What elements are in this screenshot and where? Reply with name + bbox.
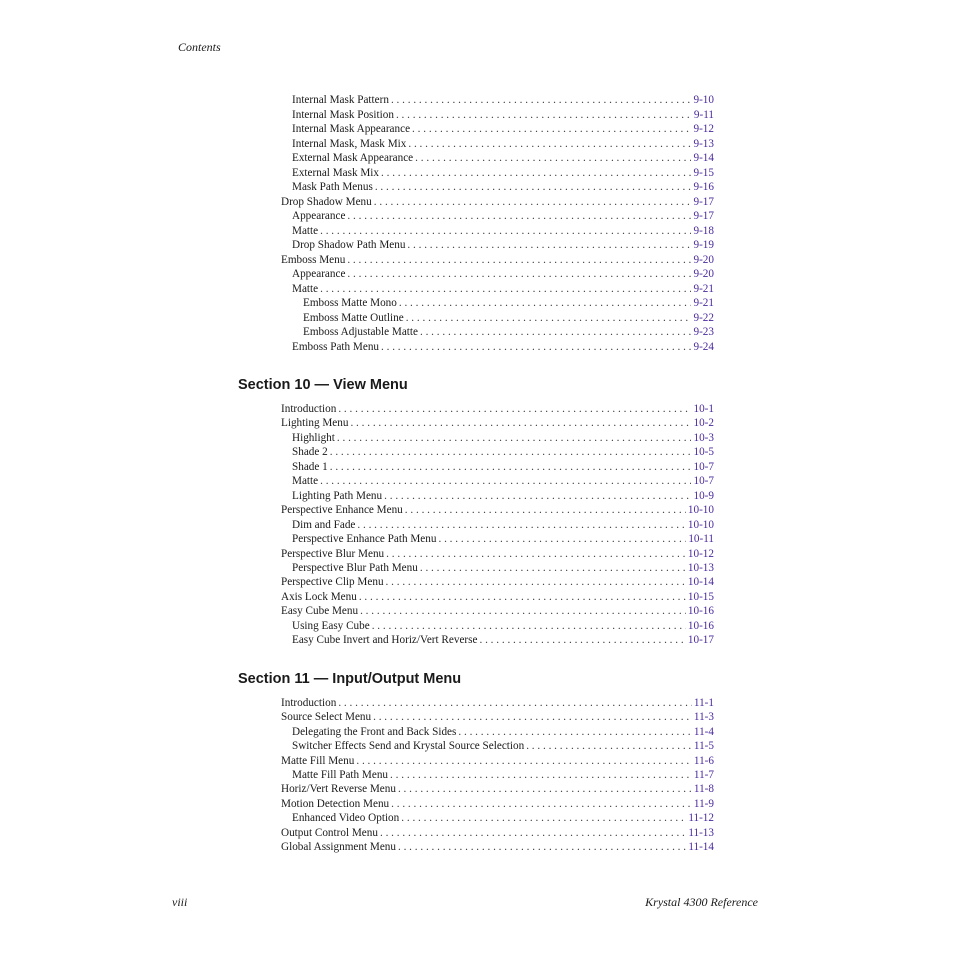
- dot-leader: [338, 402, 691, 416]
- dot-leader: [526, 739, 692, 753]
- dot-leader: [406, 311, 692, 325]
- toc-entry[interactable]: [281, 797, 714, 811]
- toc-entry[interactable]: [292, 561, 714, 575]
- dot-leader: [381, 166, 691, 180]
- toc-entry-title: Enhanced Video Option: [292, 812, 400, 825]
- toc-page-link[interactable]: 10-15: [687, 590, 714, 603]
- toc-entry-title: External Mask Appearance: [292, 152, 414, 164]
- toc-page-link[interactable]: 9-15: [693, 166, 714, 179]
- dot-leader: [399, 296, 692, 310]
- toc-entry[interactable]: [292, 811, 714, 825]
- toc-entry[interactable]: [292, 209, 714, 223]
- toc-entry-title: Shade 1: [292, 460, 328, 473]
- toc-page-link[interactable]: 10-2: [693, 417, 714, 430]
- toc-page-link[interactable]: 10-7: [693, 475, 714, 488]
- dot-leader: [381, 340, 691, 354]
- dot-leader: [386, 547, 686, 561]
- dot-leader: [398, 840, 686, 854]
- dot-leader: [347, 209, 691, 223]
- toc-entry[interactable]: [292, 619, 714, 633]
- toc-page-link[interactable]: 9-11: [693, 108, 714, 121]
- dot-leader: [386, 575, 686, 589]
- toc-page-link[interactable]: 9-10: [693, 94, 714, 106]
- toc-entry-title: Using Easy Cube: [292, 619, 370, 632]
- dot-leader: [338, 696, 692, 710]
- toc-entry[interactable]: [292, 238, 714, 252]
- toc-entry[interactable]: [303, 311, 714, 325]
- toc-entry-title: Easy Cube Menu: [281, 605, 359, 618]
- toc-entry-title: Emboss Matte Outline: [303, 311, 404, 324]
- dot-leader: [350, 416, 691, 430]
- toc-entry-title: Perspective Blur Menu: [281, 547, 385, 560]
- toc-page-link[interactable]: 10-16: [687, 619, 714, 632]
- toc-page-link[interactable]: 10-12: [687, 547, 714, 560]
- toc-page-link[interactable]: 11-9: [693, 797, 714, 810]
- toc-entry[interactable]: [292, 518, 714, 532]
- toc-entry-title: Emboss Matte Mono: [303, 297, 397, 309]
- dot-leader: [391, 797, 692, 811]
- toc-page-link[interactable]: 10-17: [687, 634, 714, 647]
- dot-leader: [391, 93, 692, 107]
- toc-page-link[interactable]: 9-13: [693, 137, 714, 150]
- toc-entry[interactable]: [292, 267, 714, 281]
- toc-entry[interactable]: [292, 340, 714, 354]
- toc-page-link[interactable]: 11-7: [693, 769, 714, 781]
- toc-entry[interactable]: [292, 633, 714, 647]
- toc-entry-title: Perspective Enhance Path Menu: [292, 533, 437, 546]
- toc-entry-title: Lighting Menu: [281, 417, 349, 430]
- toc-entry-title: Perspective Clip Menu: [281, 576, 384, 589]
- toc-page-link[interactable]: 9-17: [693, 195, 714, 208]
- toc-page-link[interactable]: 11-5: [693, 740, 714, 753]
- toc-entry-title: Matte: [292, 475, 319, 488]
- book-title: Krystal 4300 Reference: [645, 895, 758, 909]
- dot-leader: [390, 768, 692, 782]
- toc-page-link[interactable]: 9-24: [693, 340, 714, 353]
- dot-leader: [356, 754, 692, 768]
- toc-entry-title: Lighting Path Menu: [292, 489, 383, 502]
- toc-entry-title: Switcher Effects Send and Krystal Source Selection: [292, 740, 525, 753]
- toc-entry[interactable]: [292, 151, 714, 165]
- toc-entry[interactable]: [292, 224, 714, 238]
- toc-entry[interactable]: [292, 122, 714, 136]
- toc-page-link[interactable]: 11-12: [688, 812, 714, 825]
- dot-leader: [360, 604, 686, 618]
- toc-page-link[interactable]: 9-20: [693, 268, 714, 280]
- toc-entry[interactable]: [292, 93, 714, 107]
- dot-leader: [320, 282, 691, 296]
- running-head: Contents: [178, 40, 221, 54]
- toc-entry[interactable]: [281, 710, 714, 724]
- toc-entry[interactable]: [281, 826, 714, 840]
- toc-entry-title: Output Control Menu: [281, 826, 378, 839]
- toc-page-link[interactable]: 9-21: [693, 297, 714, 309]
- toc-entry-title: Delegating the Front and Back Sides: [292, 725, 457, 738]
- toc-page-link[interactable]: 11-6: [693, 754, 714, 767]
- dot-leader: [337, 431, 692, 445]
- toc-entry[interactable]: [303, 325, 714, 339]
- toc-page-link[interactable]: 9-21: [693, 282, 714, 295]
- dot-leader: [372, 619, 686, 633]
- toc-entry[interactable]: [281, 590, 714, 604]
- dot-leader: [375, 180, 692, 194]
- toc-entry[interactable]: [281, 402, 714, 416]
- toc-page-link[interactable]: 11-4: [693, 725, 714, 738]
- dot-leader: [330, 460, 692, 474]
- dot-leader: [420, 561, 686, 575]
- toc-page-link[interactable]: 10-10: [687, 518, 714, 531]
- toc-page-link[interactable]: 11-8: [693, 783, 714, 796]
- dot-leader: [320, 224, 691, 238]
- toc-page-link[interactable]: 11-3: [693, 711, 714, 724]
- toc-entry-title: Introduction: [281, 697, 337, 709]
- toc-entry[interactable]: [292, 180, 714, 194]
- toc-entry-title: Internal Mask Appearance: [292, 123, 411, 135]
- toc-page-link[interactable]: 9-16: [693, 181, 714, 193]
- toc-entry[interactable]: [281, 604, 714, 618]
- toc-entry-title: Perspective Enhance Menu: [281, 504, 403, 517]
- toc-entry[interactable]: [292, 725, 714, 739]
- dot-leader: [415, 151, 691, 165]
- toc-entry[interactable]: [292, 739, 714, 753]
- dot-leader: [420, 325, 692, 339]
- dot-leader: [347, 253, 691, 267]
- toc-page-link[interactable]: 10-5: [693, 446, 714, 459]
- toc-page-link[interactable]: 10-9: [693, 489, 714, 502]
- toc-page-link[interactable]: 9-20: [693, 253, 714, 266]
- toc-entry[interactable]: [292, 474, 714, 488]
- dot-leader: [384, 489, 691, 503]
- toc-page-link[interactable]: 11-1: [693, 697, 714, 709]
- toc-page-link[interactable]: 9-23: [693, 326, 714, 338]
- dot-leader: [320, 474, 691, 488]
- toc-entry[interactable]: [303, 296, 714, 310]
- toc-entry[interactable]: [292, 166, 714, 180]
- toc-entry[interactable]: [281, 416, 714, 430]
- toc-entry[interactable]: [292, 489, 714, 503]
- toc-page-link[interactable]: 10-3: [693, 431, 714, 444]
- toc-entry-title: Internal Mask Position: [292, 108, 394, 121]
- toc-entry-title: Mask Path Menus: [292, 181, 373, 193]
- toc-page-link[interactable]: 10-7: [693, 460, 714, 473]
- toc-entry-title: Global Assignment Menu: [281, 841, 396, 853]
- toc-entry-title: Emboss Adjustable Matte: [303, 326, 418, 338]
- dot-leader: [374, 195, 692, 209]
- toc-entry-title: Introduction: [281, 403, 337, 415]
- toc-entry[interactable]: [281, 503, 714, 517]
- toc-page-link[interactable]: 10-13: [687, 561, 714, 574]
- toc-entry-title: Source Select Menu: [281, 711, 372, 724]
- toc-page-link[interactable]: 10-16: [687, 605, 714, 618]
- toc-entry[interactable]: [281, 782, 714, 796]
- toc-entry[interactable]: [292, 431, 714, 445]
- toc-entry[interactable]: [281, 195, 714, 209]
- toc-entry[interactable]: [281, 754, 714, 768]
- toc-page-link[interactable]: 9-19: [693, 239, 714, 251]
- toc-entry-title: Matte: [292, 224, 319, 237]
- toc-page-link[interactable]: 10-1: [693, 403, 714, 415]
- toc-entry-title: Appearance: [292, 210, 346, 222]
- toc-entry[interactable]: [292, 532, 714, 546]
- dot-leader: [458, 725, 692, 739]
- toc-page-link[interactable]: 9-17: [693, 210, 714, 222]
- toc-page-link[interactable]: 9-18: [693, 224, 714, 237]
- toc-entry-title: Emboss Menu: [281, 253, 346, 266]
- toc-page-link[interactable]: 10-10: [687, 504, 714, 517]
- toc-entry-title: Matte Fill Menu: [281, 754, 355, 767]
- dot-leader: [396, 108, 692, 122]
- toc-entry-title: Dim and Fade: [292, 518, 356, 531]
- toc-entry[interactable]: [292, 137, 714, 151]
- toc-entry-title: Internal Mask Pattern: [292, 94, 389, 106]
- toc-entry[interactable]: [281, 840, 714, 854]
- dot-leader: [380, 826, 686, 840]
- dot-leader: [479, 633, 685, 647]
- dot-leader: [405, 503, 686, 517]
- toc-entry-title: Emboss Path Menu: [292, 340, 380, 353]
- toc-entry[interactable]: [281, 575, 714, 589]
- toc-entry-title: Easy Cube Invert and Horiz/Vert Reverse: [292, 634, 478, 647]
- dot-leader: [401, 811, 686, 825]
- dot-leader: [330, 445, 692, 459]
- toc-entry-title: Perspective Blur Path Menu: [292, 561, 418, 574]
- toc-entry-title: Internal Mask, Mask Mix: [292, 137, 407, 150]
- dot-leader: [359, 590, 686, 604]
- toc-entry-title: Highlight: [292, 431, 335, 444]
- toc-entry[interactable]: [292, 768, 714, 782]
- toc-entry-title: Axis Lock Menu: [281, 590, 357, 603]
- toc-entry[interactable]: [292, 282, 714, 296]
- toc-entry[interactable]: [292, 108, 714, 122]
- toc-entry-title: Drop Shadow Path Menu: [292, 239, 406, 251]
- toc-entry-title: Appearance: [292, 268, 346, 280]
- dot-leader: [398, 782, 692, 796]
- toc-entry-title: Matte Fill Path Menu: [292, 769, 389, 781]
- toc-entry-title: External Mask Mix: [292, 166, 379, 179]
- dot-leader: [412, 122, 691, 136]
- toc-page-link[interactable]: 11-13: [688, 826, 714, 839]
- toc-entry-title: Motion Detection Menu: [281, 797, 390, 810]
- toc-page-link[interactable]: 11-14: [688, 841, 714, 853]
- dot-leader: [373, 710, 692, 724]
- toc-entry-title: Matte: [292, 282, 319, 295]
- toc-entry-title: Shade 2: [292, 446, 328, 459]
- toc-entry-title: Horiz/Vert Reverse Menu: [281, 783, 396, 796]
- toc-page-link[interactable]: 9-12: [693, 123, 714, 135]
- dot-leader: [347, 267, 691, 281]
- toc-entry-title: Drop Shadow Menu: [281, 195, 372, 208]
- toc-entry[interactable]: [292, 445, 714, 459]
- toc-entry[interactable]: [281, 547, 714, 561]
- page-number: viii: [172, 895, 188, 909]
- toc-entry[interactable]: [281, 696, 714, 710]
- toc-entry[interactable]: [292, 460, 714, 474]
- toc-page-link[interactable]: 10-14: [687, 576, 714, 589]
- dot-leader: [408, 137, 691, 151]
- dot-leader: [407, 238, 691, 252]
- toc-entry[interactable]: [281, 253, 714, 267]
- toc-page-link[interactable]: 10-11: [688, 533, 714, 546]
- section-11-heading: Section 11 — Input/Output Menu: [238, 671, 462, 687]
- dot-leader: [438, 532, 686, 546]
- section-10-heading: Section 10 — View Menu: [238, 377, 408, 393]
- toc-page-link[interactable]: 9-22: [693, 311, 714, 324]
- dot-leader: [357, 518, 686, 532]
- toc-page-link[interactable]: 9-14: [693, 152, 714, 164]
